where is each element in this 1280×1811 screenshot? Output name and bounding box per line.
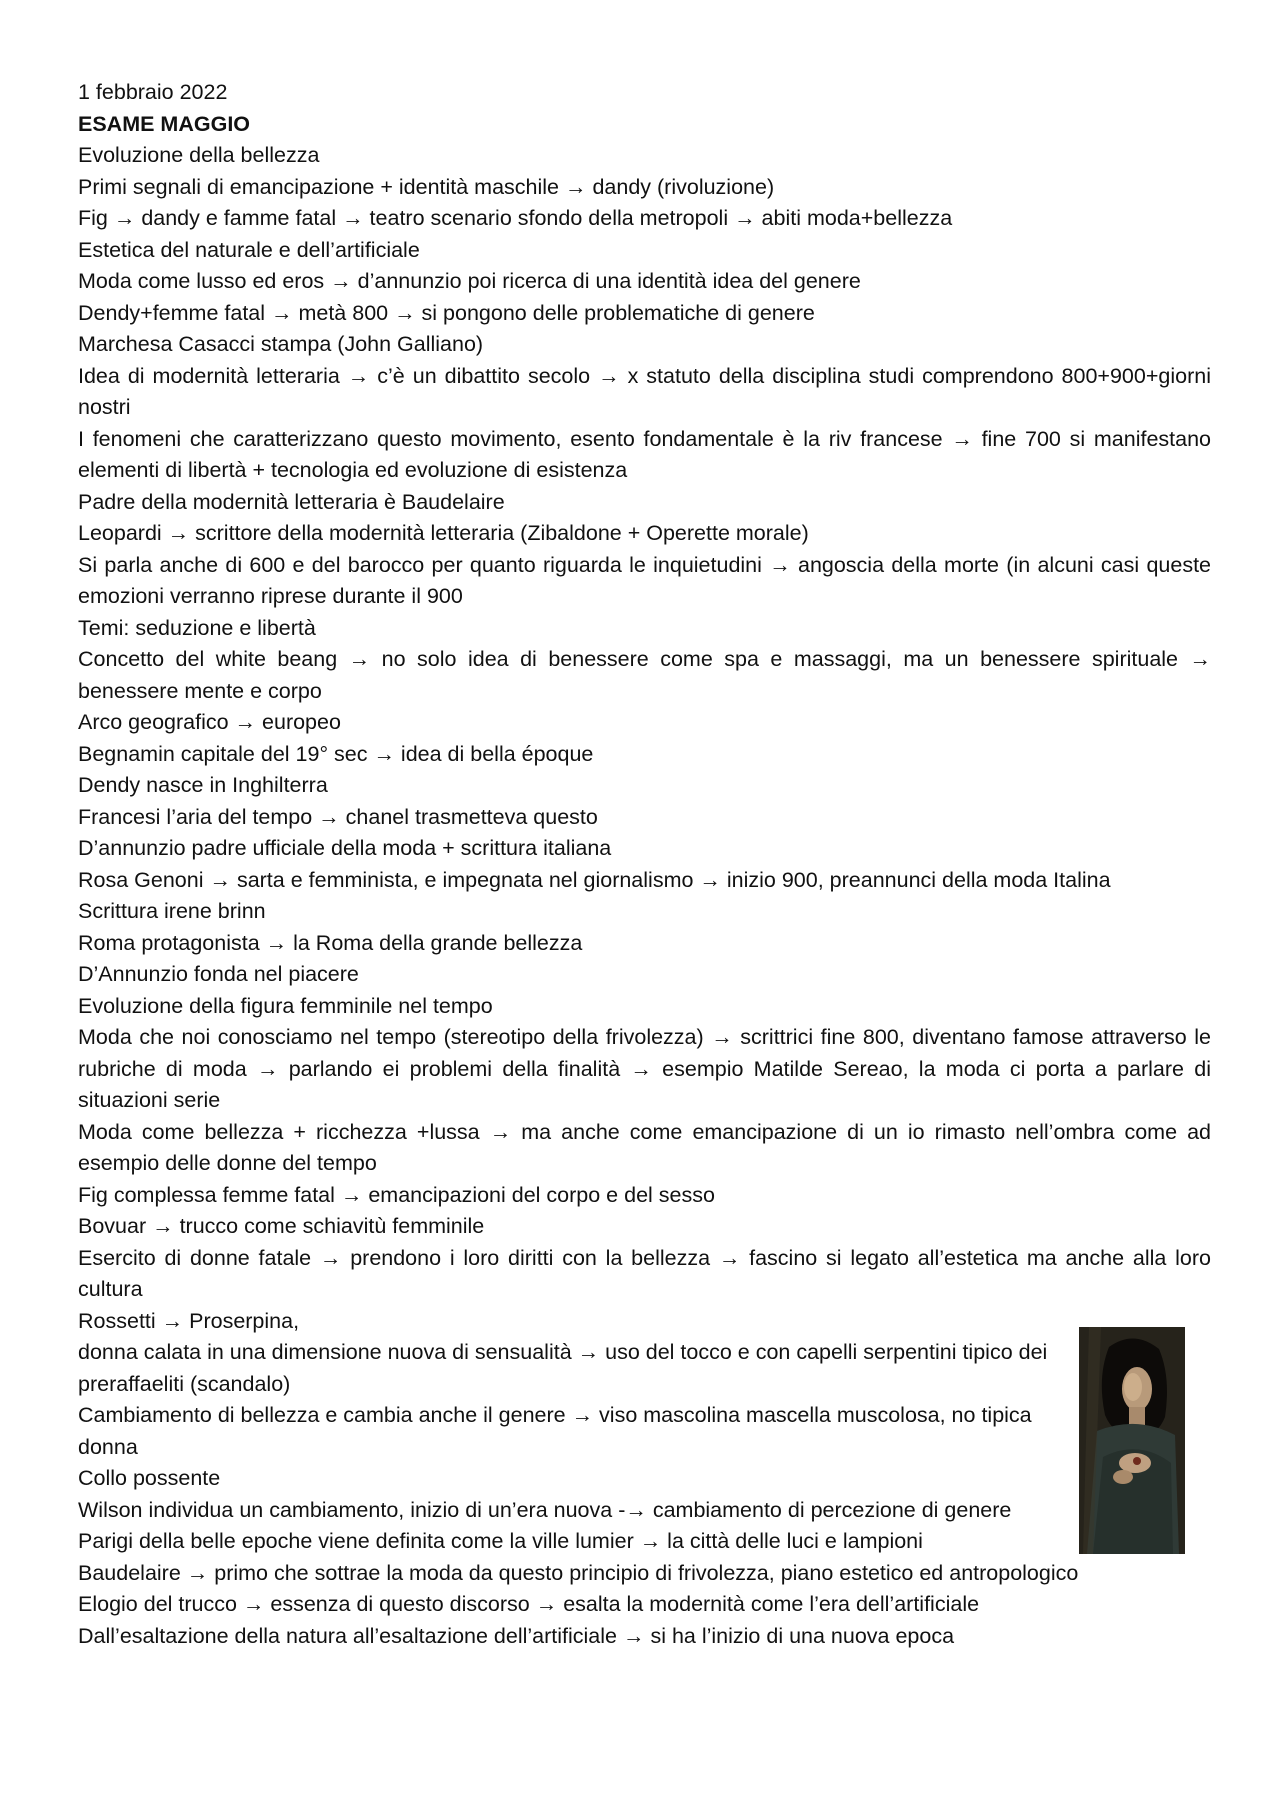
text-line: Begnamin capitale del 19° sec → idea di bella époque bbox=[78, 741, 594, 766]
text-line: Arco geografico → europeo bbox=[78, 710, 341, 734]
text-line: Collo possente bbox=[78, 1466, 221, 1490]
text-paragraph: Cambiamento di bellezza e cambia anche il genere → viso mascolina mascella muscolosa, no tipica donna bbox=[78, 1403, 1032, 1459]
text-line: Evoluzione della figura femminile nel tempo bbox=[78, 993, 493, 1018]
text-line: D’annunzio padre ufficiale della moda + scrittura italiana bbox=[78, 836, 612, 860]
text-line: D’Annunzio fonda nel piacere bbox=[78, 962, 359, 986]
text-paragraph: Rosa Genoni → sarta e femminista, e impegnata nel giornalismo → inizio 900, preannunci della moda Italina bbox=[78, 867, 1111, 892]
text-line: Roma protagonista → la Roma della grande bellezza bbox=[78, 930, 583, 955]
text-paragraph: Esercito di donne fatale → prendono i loro diritti con la bellezza → fascino si legato all’estetica ma anche alla loro cultura bbox=[78, 1245, 1211, 1301]
text-line: Primi segnali di emancipazione + identità maschile → dandy (rivoluzione) bbox=[78, 174, 775, 199]
text-paragraph: Concetto del white beang → no solo idea di benessere come spa e massaggi, ma un benessere spirituale → benessere mente e corpo bbox=[78, 647, 1211, 703]
text-line: Dendy nasce in Inghilterra bbox=[78, 773, 328, 797]
text-line: Fig → dandy e famme fatal → teatro scenario sfondo della metropoli → abiti moda+bellezza bbox=[78, 206, 953, 230]
text-line: Fig complessa femme fatal → emancipazioni del corpo e del sesso bbox=[78, 1182, 715, 1207]
text-line: Evoluzione della bellezza bbox=[78, 143, 320, 167]
text-paragraph: Moda che noi conosciamo nel tempo (stereotipo della frivolezza) → scrittrici fine 800, diventano famose attraverso le rubriche di moda → parlando ei problemi della finalità → esempio Matilde Sereao, la moda ci porta a parlare di situazioni serie bbox=[78, 1025, 1211, 1112]
text-line: Dall’esaltazione della natura all’esaltazione dell’artificiale → si ha l’inizio di una nuova epoca bbox=[78, 1623, 955, 1648]
text-line: Estetica del naturale e dell’artificiale bbox=[78, 237, 420, 262]
text-paragraph: Moda come bellezza + ricchezza +lussa → ma anche come emancipazione di un io rimasto nell’ombra come ad esempio delle donne del tempo bbox=[78, 1119, 1211, 1175]
text-line: Marchesa Casacci stampa (John Galliano) bbox=[78, 332, 484, 356]
text-line: Temi: seduzione e libertà bbox=[78, 615, 316, 640]
text-line: Dendy+femme fatal → metà 800 → si pongono delle problematiche di genere bbox=[78, 300, 815, 325]
proserpina-painting-icon bbox=[1079, 1327, 1185, 1554]
text-line: Scrittura irene brinn bbox=[78, 899, 266, 923]
document-date: 1 febbraio 2022 bbox=[78, 80, 228, 104]
text-line: Padre della modernità letteraria è Baudelaire bbox=[78, 489, 505, 514]
text-line: Baudelaire → primo che sottrae la moda da questo principio di frivolezza, piano estetico ed antropologico bbox=[78, 1560, 1079, 1585]
text-line: Rossetti → Proserpina, bbox=[78, 1308, 300, 1333]
text-paragraph: Idea di modernità letteraria → c’è un dibattito secolo → x statuto della disciplina studi comprendono 800+900+giorni nostri bbox=[78, 363, 1211, 419]
text-paragraph: I fenomeni che caratterizzano questo movimento, esento fondamentale è la riv francese → fine 700 si manifestano elementi di libertà + tecnologia ed evoluzione di esistenza bbox=[78, 426, 1211, 482]
document-heading: ESAME MAGGIO bbox=[78, 111, 251, 136]
text-line: Francesi l’aria del tempo → chanel trasmetteva questo bbox=[78, 804, 598, 829]
text-paragraph: Wilson individua un cambiamento, inizio di un’era nuova -→ cambiamento di percezione di genere bbox=[78, 1497, 1012, 1522]
text-line: Parigi della belle epoche viene definita come la ville lumier → la città delle luci e lampioni bbox=[78, 1529, 923, 1553]
text-line: Bovuar → trucco come schiavitù femminile bbox=[78, 1214, 485, 1238]
text-line: Leopardi → scrittore della modernità letteraria (Zibaldone + Operette morale) bbox=[78, 521, 809, 545]
document-body bbox=[78, 77, 1211, 1652]
text-paragraph: donna calata in una dimensione nuova di sensualità → uso del tocco e con capelli serpentini tipico dei preraffaeliti (scandalo) bbox=[78, 1340, 1048, 1396]
text-paragraph: Si parla anche di 600 e del barocco per quanto riguarda le inquietudini → angoscia della morte (in alcuni casi queste emozioni verranno riprese durante il 900 bbox=[78, 552, 1211, 608]
text-line: Elogio del trucco → essenza di questo discorso → esalta la modernità come l’era dell’artificiale bbox=[78, 1592, 980, 1616]
text-line: Moda come lusso ed eros → d’annunzio poi ricerca di una identità idea del genere bbox=[78, 269, 861, 293]
